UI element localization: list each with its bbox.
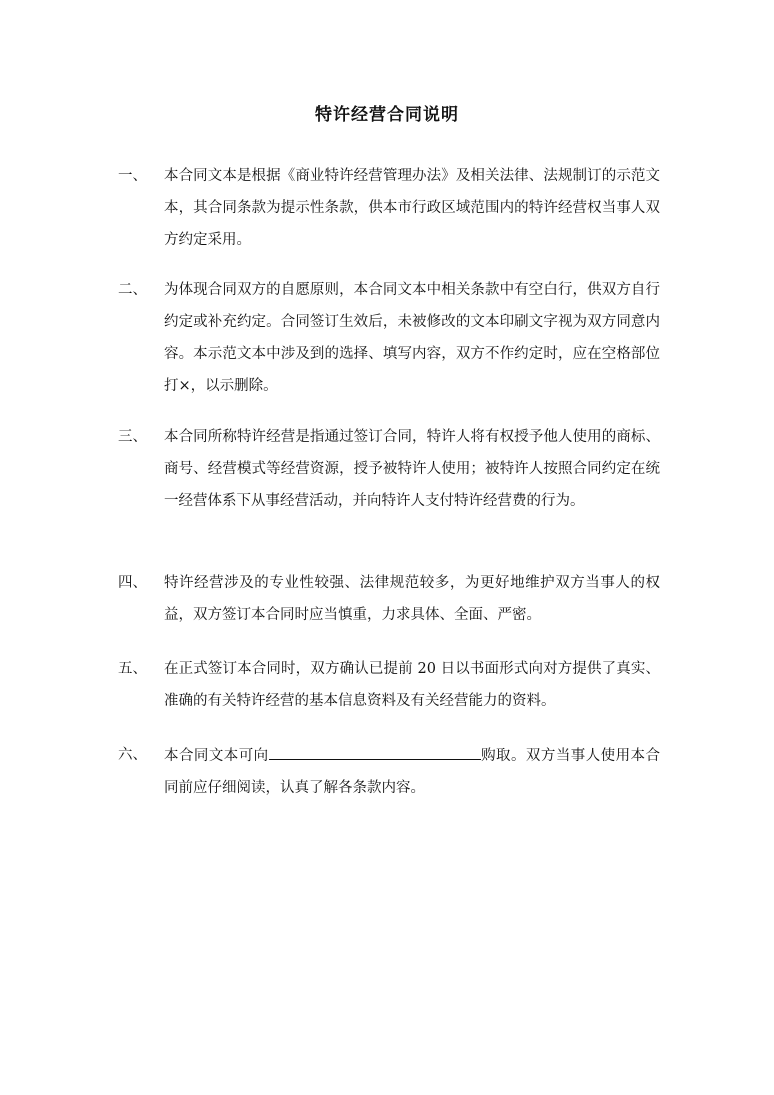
clause-text: 特许经营涉及的专业性较强、法律规范较多，为更好地维护双方当事人的权益，双方签订本合同时应当慎重，力求具体、全面、严密。: [164, 575, 660, 623]
document-title: 特许经营合同说明: [315, 105, 459, 125]
clause-text: 本合同所称特许经营是指通过签订合同，特许人将有权授予他人使用的商标、商号、经营模式等经营资源，授予被特许人使用；被特许人按照合同约定在统一经营体系下从事经营活动，并向特许人支付特许经营费的行为。: [164, 429, 660, 509]
clause-number: 四、: [118, 575, 147, 591]
clause-text-before-blank: 本合同文本可向: [164, 748, 269, 764]
clause-text: [164, 739, 660, 804]
clause-number: 一、: [118, 168, 147, 184]
clause-text-after-blank: 购取。双方当事人使用本合同前应仔细阅读，认真了解各条款内容。: [164, 748, 661, 796]
clause-number: 六、: [118, 747, 147, 763]
clause-number: 三、: [118, 429, 147, 445]
fill-in-blank-line[interactable]: [269, 739, 481, 760]
clause-number: 五、: [118, 661, 147, 677]
clause-text: 本合同文本是根据《商业特许经营管理办法》及相关法律、法规制订的示范文本，其合同条款为提示性条款，供本市行政区域范围内的特许经营权当事人双方约定采用。: [164, 168, 660, 248]
clause-text: 在正式签订本合同时，双方确认已提前 20 日以书面形式向对方提供了真实、准确的有关特许经营的基本信息资料及有关经营能力的资料。: [164, 661, 660, 709]
clause-number: 二、: [118, 282, 147, 298]
clause-text: 为体现合同双方的自愿原则，本合同文本中相关条款中有空白行，供双方自行约定或补充约定。合同签订生效后，未被修改的文本印刷文字视为双方同意内容。本示范文本中涉及到的选择、填写内容，双方不作约定时，应在空格部位打×，以示删除。: [164, 282, 660, 394]
